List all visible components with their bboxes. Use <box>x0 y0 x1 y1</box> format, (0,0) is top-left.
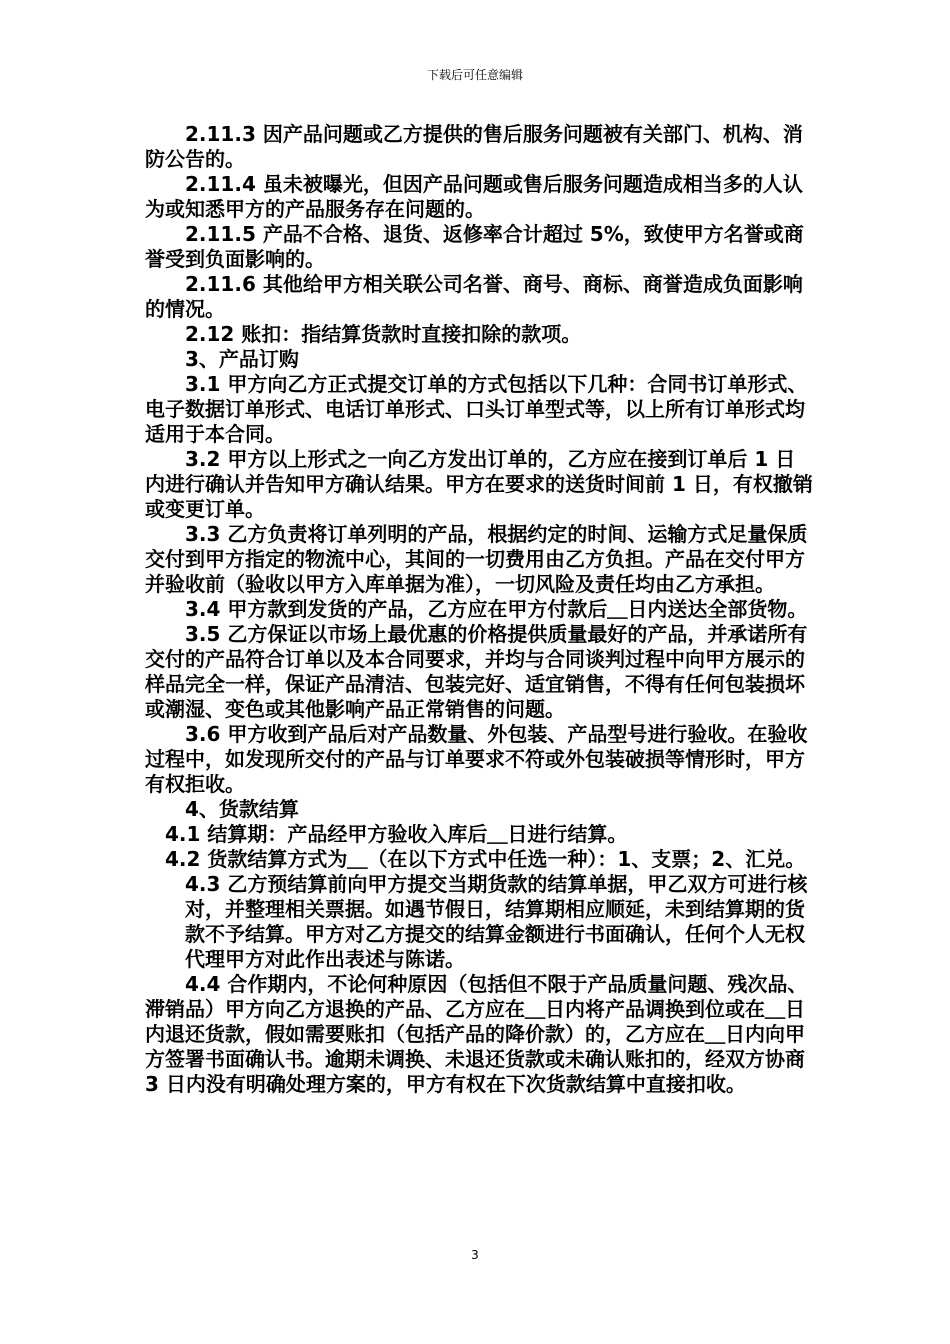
paragraph-3-4: 3.4 甲方款到发货的产品，乙方应在甲方付款后＿日内送达全部货物。 <box>185 597 808 621</box>
paragraph-4-3: 4.3 乙方预结算前向甲方提交当期货款的结算单据，甲乙双方可进行核对，并整理相关票据。如遇节假日，结算期相应顺延，未到结算期的货款不予结算。甲方对乙方提交的结算金额进行书面确认，任何个人无权代理甲方对此作出表述与陈诺。 <box>185 872 808 971</box>
page-number: 3 <box>471 1248 479 1262</box>
paragraph-4-2: 4.2 货款结算方式为＿（在以下方式中任选一种）：1、支票；2、汇兑。 <box>165 847 806 871</box>
paragraph-4-1: 4.1 结算期：产品经甲方验收入库后＿日进行结算。 <box>165 822 628 846</box>
paragraph-3-6: 3.6 甲方收到产品后对产品数量、外包装、产品型号进行验收。在验收过程中，如发现所交付的产品与订单要求不符或外包装破损等情形时，甲方有权拒收。 <box>145 722 808 796</box>
paragraph-3-5: 3.5 乙方保证以市场上最优惠的价格提供质量最好的产品，并承诺所有交付的产品符合订单以及本合同要求，并均与合同谈判过程中向甲方展示的样品完全一样，保证产品清洁、包装完好、适宜销售，不得有任何包装损坏或潮湿、变色或其他影响产品正常销售的问题。 <box>145 622 808 721</box>
paragraph-2-11-3: 2.11.3 因产品问题或乙方提供的售后服务问题被有关部门、机构、消防公告的。 <box>145 122 803 171</box>
paragraph-2-12: 2.12 账扣：指结算货款时直接扣除的款项。 <box>185 322 582 346</box>
paragraph-2-11-6: 2.11.6 其他给甲方相关联公司名誉、商号、商标、商誉造成负面影响的情况。 <box>145 272 803 321</box>
section-heading-4: 4、货款结算 <box>185 797 299 821</box>
page-header: 下载后可任意编辑 <box>426 68 523 82</box>
paragraph-2-11-5: 2.11.5 产品不合格、退货、返修率合计超过 5%，致使甲方名誉或商誉受到负面影响的。 <box>145 222 804 271</box>
section-heading-3: 3、产品订购 <box>185 347 299 371</box>
document-body <box>145 122 815 1097</box>
paragraph-4-4: 4.4 合作期内，不论何种原因（包括但不限于产品质量问题、残次品、滞销品）甲方向乙方退换的产品、乙方应在＿日内将产品调换到位或在＿日内退还货款，假如需要账扣（包括产品的降价款）的，乙方应在＿日内向甲方签署书面确认书。逾期未调换、未退还货款或未确认账扣的，经双方协商 3 日内没有明确处理方案的，甲方有权在下次货款结算中直接扣收。 <box>145 972 808 1096</box>
paragraph-3-1: 3.1 甲方向乙方正式提交订单的方式包括以下几种：合同书订单形式、电子数据订单形式、电话订单形式、口头订单型式等，以上所有订单形式均适用于本合同。 <box>145 372 808 446</box>
paragraph-3-2: 3.2 甲方以上形式之一向乙方发出订单的，乙方应在接到订单后 1 日内进行确认并告知甲方确认结果。甲方在要求的送货时间前 1 日，有权撤销或变更订单。 <box>145 447 813 521</box>
paragraph-3-3: 3.3 乙方负责将订单列明的产品，根据约定的时间、运输方式足量保质交付到甲方指定的物流中心，其间的一切费用由乙方负担。产品在交付甲方并验收前（验收以甲方入库单据为准），一切风险及责任均由乙方承担。 <box>145 522 808 596</box>
paragraph-2-11-4: 2.11.4 虽未被曝光，但因产品问题或售后服务问题造成相当多的人认为或知悉甲方的产品服务存在问题的。 <box>145 172 803 221</box>
